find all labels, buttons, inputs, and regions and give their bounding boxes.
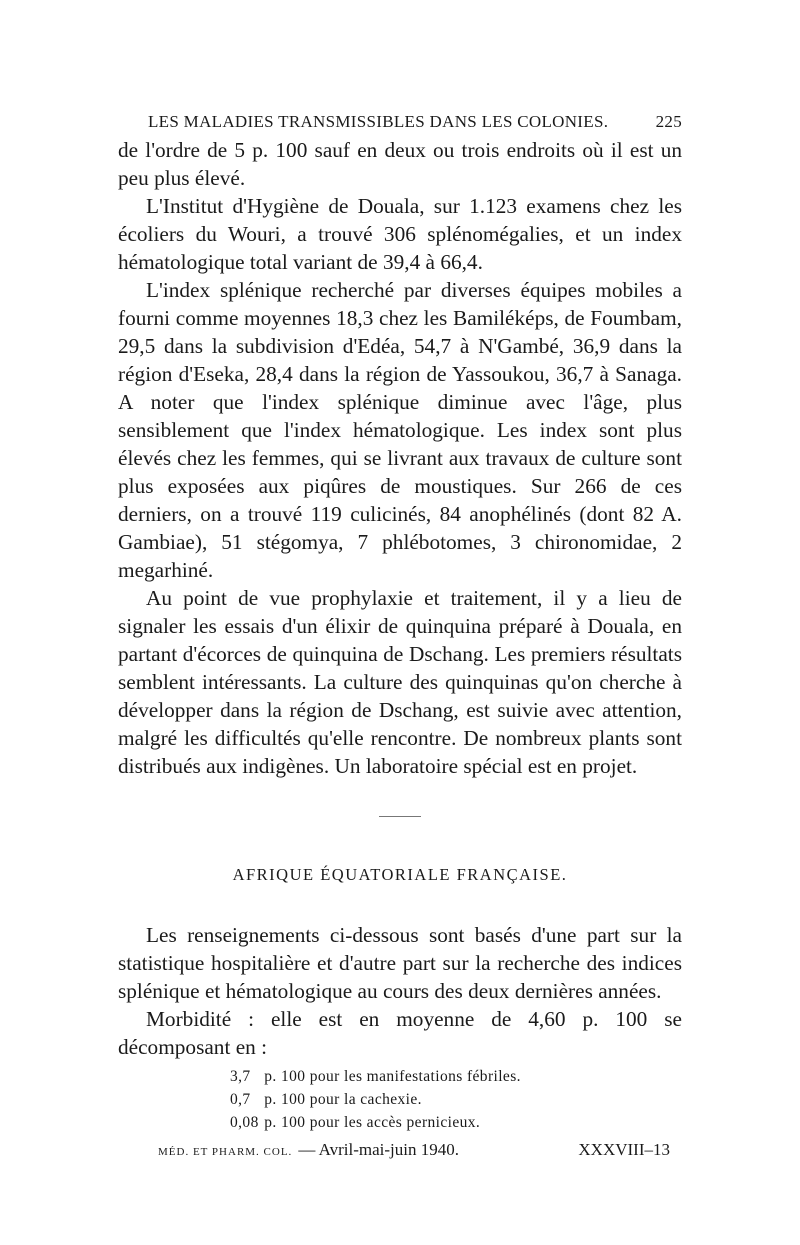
paragraph-morbidite: Morbidité : elle est en moyenne de 4,60 p. 100 se décomposant en :	[118, 1007, 682, 1059]
list-item-text: p. 100 pour la cachexie.	[264, 1091, 422, 1108]
section-divider	[379, 816, 421, 817]
page-footer	[118, 1140, 682, 1160]
list-item-value: 0,08	[230, 1114, 259, 1131]
section-heading: AFRIQUE ÉQUATORIALE FRANÇAISE.	[232, 865, 568, 884]
list-item	[230, 1065, 682, 1088]
footer-sheet-signature: XXXVIII–13	[578, 1140, 670, 1159]
list-item-value: 0,7	[230, 1091, 251, 1108]
footer-publication: MÉD. ET PHARM. COL.	[158, 1146, 293, 1158]
list-item-text: p. 100 pour les accès pernicieux.	[264, 1114, 481, 1131]
running-header	[118, 112, 682, 132]
list-item	[230, 1088, 682, 1111]
list-item	[230, 1111, 682, 1134]
document-page	[118, 112, 682, 1160]
footer-date: — Avril-mai-juin 1940.	[298, 1140, 460, 1159]
paragraph-index-splenique: L'index splénique recherché par diverses équipes mobiles a fourni comme moyennes 18,3 chez les Bamiléképs, de Foumbam, 29,5 dans la subdivision d'Edéa, 54,7 à N'Gambé, 36,9 dans la région d'Eseka, 28,4 dans la région de Yassoukou, 36,7 à Sanaga. A noter que l'index splénique diminue avec l'âge, plus sensiblement que l'index hématologique. Les index sont plus élevés chez les femmes, qui se livrant aux travaux de culture sont plus exposées aux piqûres de moustiques. Sur 266 de ces derniers, on a trouvé 119 culicinés, 84 anophélinés (dont 82 A. Gambiae), 51 stégomya, 7 phlébotomes, 3 chironomidae, 2 megarhiné.	[118, 278, 682, 582]
paragraph-institut-douala: L'Institut d'Hygiène de Douala, sur 1.123 examens chez les écoliers du Wouri, a trouvé 306 splénomégalies, et un index hématologique total variant de 39,4 à 66,4.	[118, 194, 682, 274]
running-title: LES MALADIES TRANSMISSIBLES DANS LES COLONIES.	[148, 112, 609, 131]
paragraph-prophylaxie: Au point de vue prophylaxie et traitement, il y a lieu de signaler les essais d'un élixir de quinquina préparé à Douala, en partant d'écorces de quinquina de Dschang. Les premiers résultats semblent intéressants. La culture des quinquinas qu'on cherche à développer dans la région de Dschang, est suivie avec attention, malgré les difficultés qu'elle rencontre. De nombreux plants sont distribués aux indigènes. Un laboratoire spécial est en projet.	[118, 586, 682, 778]
list-item-value: 3,7	[230, 1068, 251, 1085]
morbidity-list	[230, 1065, 682, 1134]
paragraph-continued: de l'ordre de 5 p. 100 sauf en deux ou trois endroits où il est un peu plus élevé.	[118, 138, 682, 190]
list-item-text: p. 100 pour les manifestations fébriles.	[264, 1068, 521, 1085]
page-number: 225	[655, 112, 682, 131]
paragraph-renseignements: Les renseignements ci-dessous sont basés d'une part sur la statistique hospitalière et d'autre part sur la recherche des indices splénique et hématologique au cours des deux dernières années.	[118, 923, 682, 1003]
